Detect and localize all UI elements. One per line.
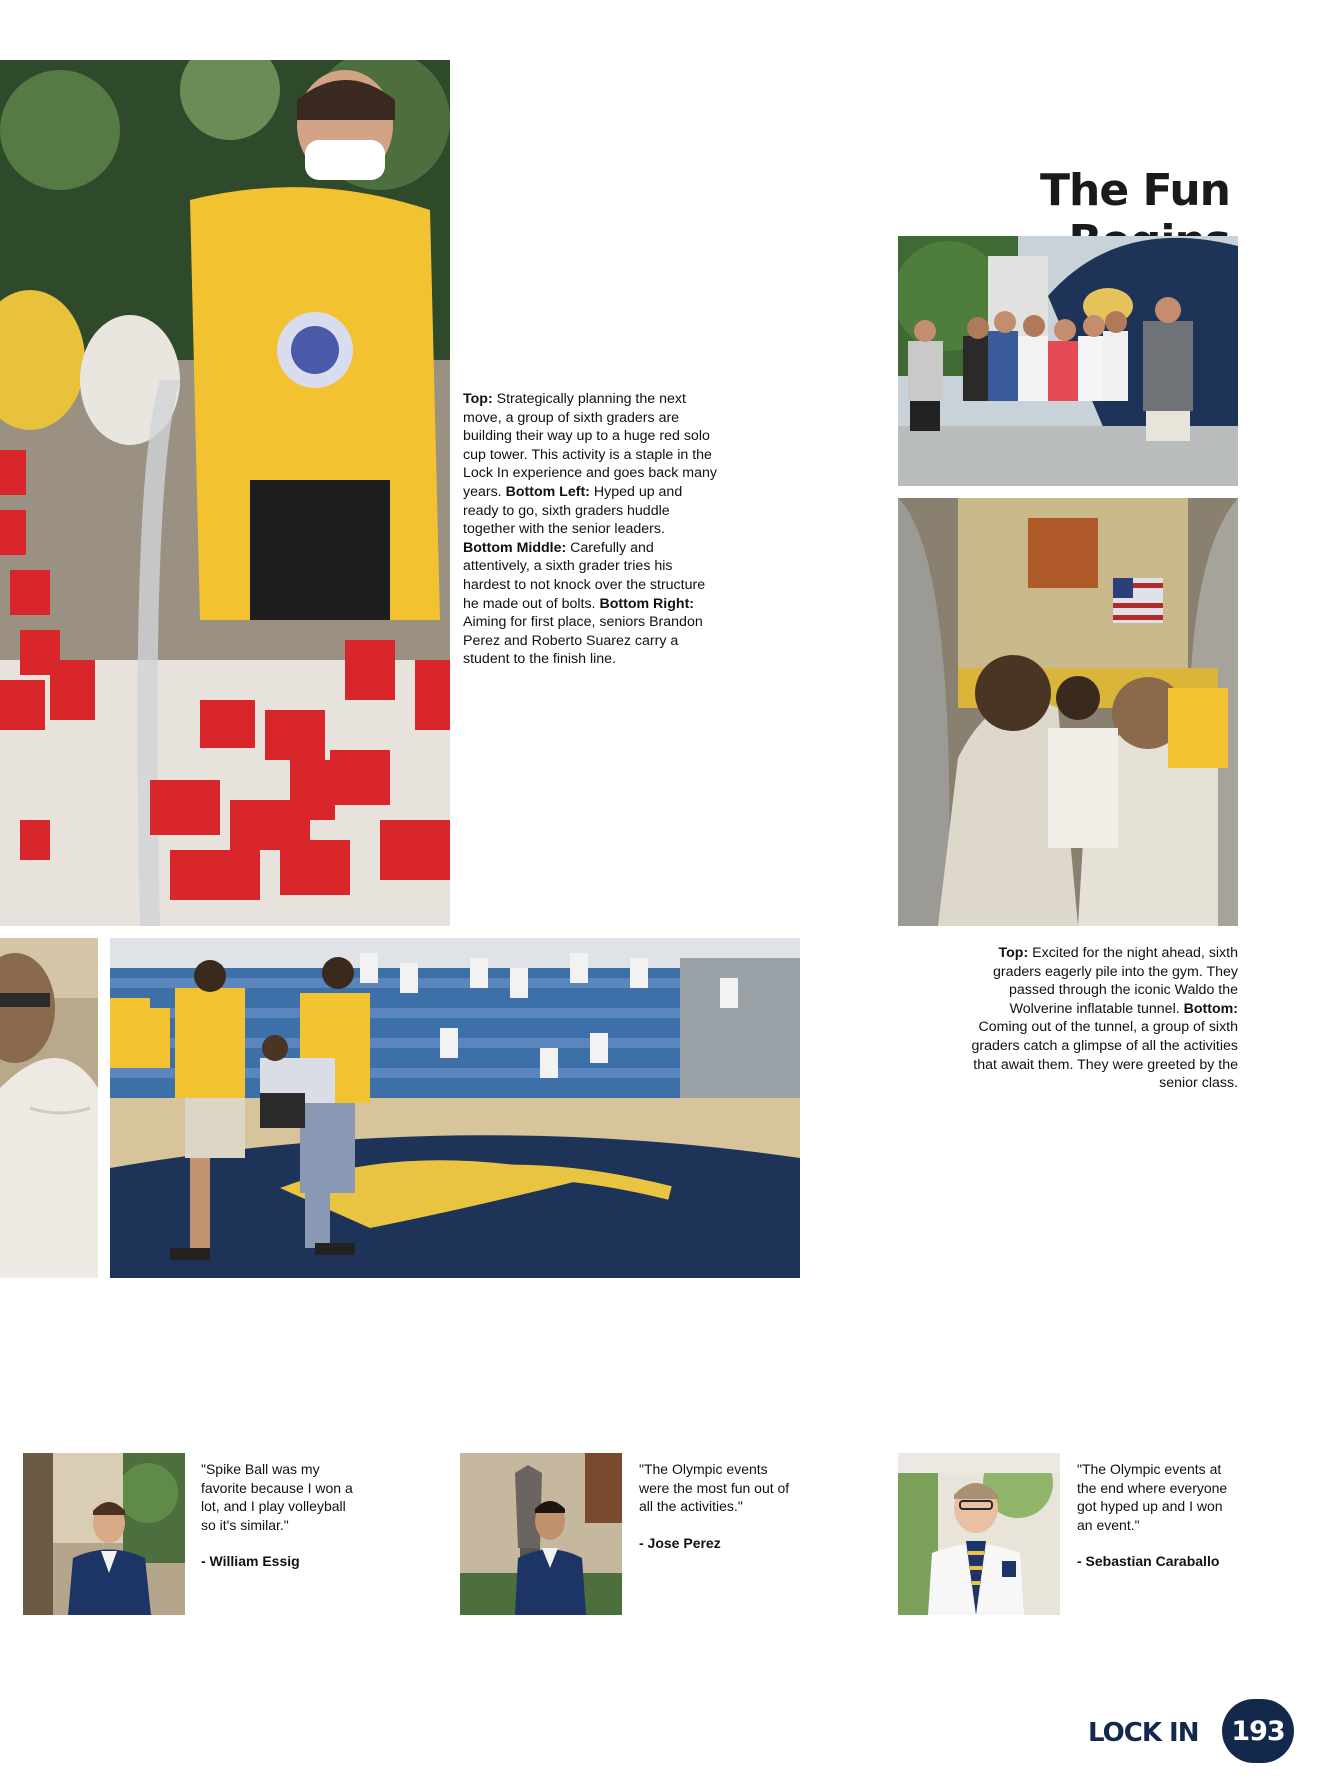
photo-cup-tower [0,60,450,926]
quote-text: "Spike Ball was my favorite because I won a lot, and I play volleyball so it's similar." [201,1461,353,1533]
caption-bottom-left-text: Hyped up and ready to go, sixth graders huddle together with the senior leaders. [463,483,683,538]
caption-main [463,390,718,669]
quote-jose-perez [639,1460,799,1552]
quote-text: "The Olympic events were the most fun out of all the activities." [639,1461,790,1514]
caption-bottom-left-label: Bottom Left: [505,483,590,500]
portrait-jose-perez [460,1453,622,1615]
caption-top-label: Top: [463,391,493,407]
photo-tunnel-exit [898,498,1238,926]
photo-tunnel-entry [898,236,1238,486]
caption-bottom-right-label: Bottom Right: [599,595,695,612]
quote-text: "The Olympic events at the end where everyone got hyped up and I won an event." [1077,1461,1228,1533]
page-title: The Fun [1039,165,1230,216]
caption-right [968,944,1238,1093]
photo-carry-race [110,938,800,1278]
portrait-william-essig [23,1453,185,1615]
caption-top-text: Strategically planning the next move, a group of sixth graders are building their way up to a huge red solo cup tower. This activity is a staple in the Lock In experience and goes back many years. [463,391,717,500]
page-number-badge: 193 [1222,1699,1294,1763]
quote-sebastian-caraballo [1077,1460,1237,1571]
photo-bolts-structure [0,938,98,1278]
quote-william-essig [201,1460,361,1571]
section-label: LOCK IN [1088,1718,1199,1748]
caption-bottom-right-text: Aiming for first place, seniors Brandon Perez and Roberto Suarez carry a student to the finish line. [463,614,703,668]
quote-author: - Sebastian Caraballo [1077,1553,1220,1569]
quote-author: - William Essig [201,1553,300,1569]
caption-bottom-middle-text: Carefully and attentively, a sixth grader tries his hardest to not knock over the structure he made out of bolts. [463,539,706,612]
caption-right-top-label: Top: [998,945,1029,961]
caption-right-bottom-label: Bottom: [1183,1000,1238,1017]
caption-right-top-text: Excited for the night ahead, sixth graders eagerly pile into the gym. They passed through the iconic Waldo the Wolverine inflatable tunnel. [993,945,1238,1017]
quote-author: - Jose Perez [639,1534,721,1551]
caption-right-bottom-text: Coming out of the tunnel, a group of sixth graders catch a glimpse of all the activities that await them. They were greeted by the senior class. [971,1019,1238,1092]
portrait-sebastian-caraballo [898,1453,1060,1615]
caption-bottom-middle-label: Bottom Middle: [463,539,567,556]
